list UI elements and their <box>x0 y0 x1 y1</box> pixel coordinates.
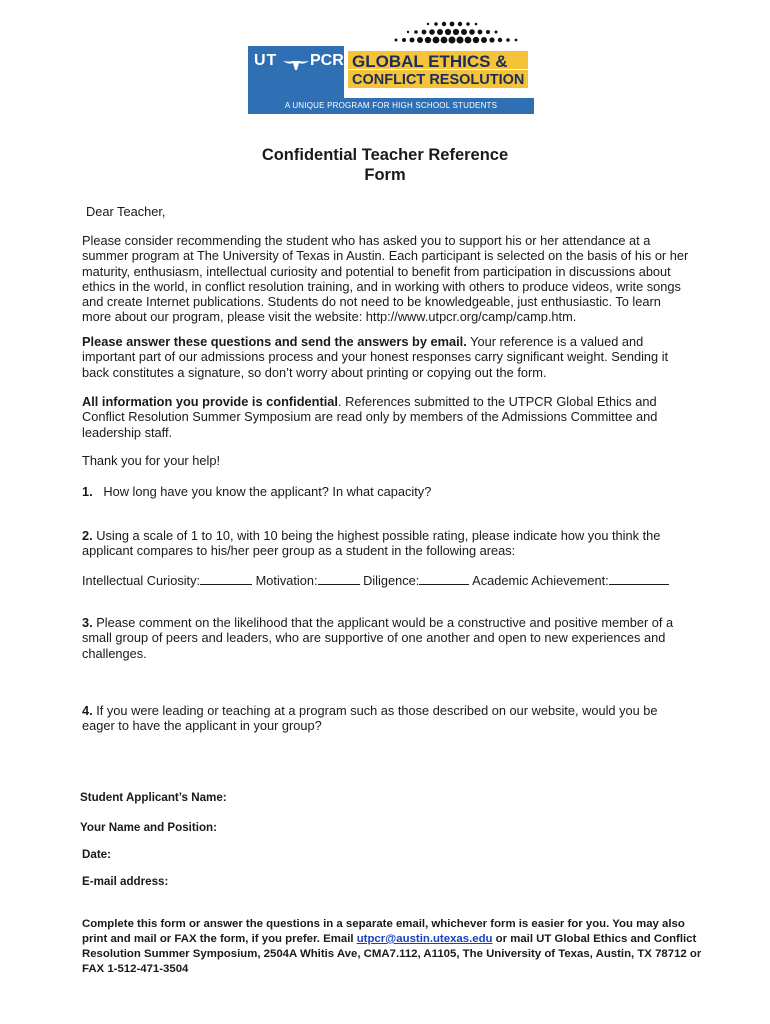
date-label: Date: <box>82 848 111 861</box>
logo-pcr-text: PCR <box>310 52 344 69</box>
confidential-rest: . References submitted to the UTPCR Global Ethics and Conflict Resolution Summer Symposium are read only by members of the Admissions Committee and leadership staff. <box>82 394 658 440</box>
logo-tagline: A UNIQUE PROGRAM FOR HIGH SCHOOL STUDENTS <box>248 98 534 114</box>
instructions-paragraph <box>82 334 692 380</box>
confidential-paragraph <box>82 394 692 440</box>
question-1 <box>82 484 692 499</box>
longhorn-icon <box>282 58 310 72</box>
form-title-line2: Form <box>364 166 406 184</box>
question-3-text: Please comment on the likelihood that the applicant would be a constructive and positive member of a small group of peers and leaders, who are supportive of one another and open to new experiences and challenges. <box>82 615 674 661</box>
question-1-number: 1. <box>82 484 93 499</box>
greeting: Dear Teacher, <box>86 204 166 219</box>
logo-program-line1: GLOBAL ETHICS & <box>352 52 508 71</box>
confidential-bold: All information you provide is confidential <box>82 394 338 409</box>
intro-paragraph: Please consider recommending the student who has asked you to support his or her attendance at a summer program at The University of Texas in Austin. Each participant is selected on the basis of his or her maturity, enthusiasm, intellectual curiosity and potential to benefit from participation in discussions about ethics in the world, in conflict resolution training, and in working with others to produce videos, write songs and create Internet publications. Students do not need to be knowledgeable, just enthusiastic. To learn more about our program, please visit the website: http://www.utpcr.org/camp/camp.htm. <box>82 233 689 325</box>
rating-label-diligence: Diligence: <box>363 573 420 588</box>
question-2-number: 2. <box>82 528 93 543</box>
logo-program-line2: CONFLICT RESOLUTION <box>352 72 525 88</box>
question-4-text: If you were leading or teaching at a program such as those described on our website, would you be eager to have the applicant in your group? <box>82 703 658 734</box>
footer-text-part1: Complete this form or answer the questions in a separate email, whichever form is easier for you. You may also print and mail or FAX the form, if you prefer. Email <box>82 918 685 945</box>
rating-label-achievement: Academic Achievement: <box>472 573 609 588</box>
form-title <box>0 145 770 185</box>
contact-email-link[interactable]: utpcr@austin.utexas.edu <box>356 933 493 945</box>
student-name-label: Student Applicant’s Name: <box>80 791 227 804</box>
question-3-number: 3. <box>82 615 93 630</box>
question-2 <box>82 528 692 559</box>
question-3 <box>82 615 692 661</box>
halftone-dots-graphic <box>388 18 534 46</box>
email-label: E-mail address: <box>82 875 169 888</box>
rating-field-achievement[interactable] <box>609 572 669 585</box>
footer-instructions <box>82 917 702 977</box>
rating-field-motivation[interactable] <box>318 572 360 585</box>
logo-ut-text: UT <box>254 52 278 69</box>
form-title-line1: Confidential Teacher Reference <box>261 146 509 164</box>
question-4-number: 4. <box>82 703 93 718</box>
rating-label-motivation: Motivation: <box>255 573 318 588</box>
question-1-text: How long have you know the applicant? In what capacity? <box>103 484 432 499</box>
thanks-text: Thank you for your help! <box>82 453 220 468</box>
rating-field-curiosity[interactable] <box>200 572 252 585</box>
question-4 <box>82 703 692 734</box>
ratings-row <box>82 572 702 588</box>
instructions-bold: Please answer these questions and send the answers by email. <box>82 334 467 349</box>
your-name-label: Your Name and Position: <box>80 821 217 834</box>
instructions-rest: Your reference is a valued and important part of our admissions process and your honest responses carry significant weight. Sending it back constitutes a signature, so don’t worry about printing or copying out the form. <box>82 334 669 380</box>
question-2-text: Using a scale of 1 to 10, with 10 being the highest possible rating, please indicate how you think the applicant compares to his/her peer group as a student in the following areas: <box>82 528 661 559</box>
rating-field-diligence[interactable] <box>419 572 469 585</box>
rating-label-curiosity: Intellectual Curiosity: <box>82 573 201 588</box>
footer-text-part2: or mail UT Global Ethics and Conflict Resolution Summer Symposium, 2504A Whitis Ave, CMA7.112, A1105, The University of Texas, Austin, TX 78712 or FAX 1-512-471-3504 <box>82 933 702 975</box>
program-logo <box>248 18 534 114</box>
